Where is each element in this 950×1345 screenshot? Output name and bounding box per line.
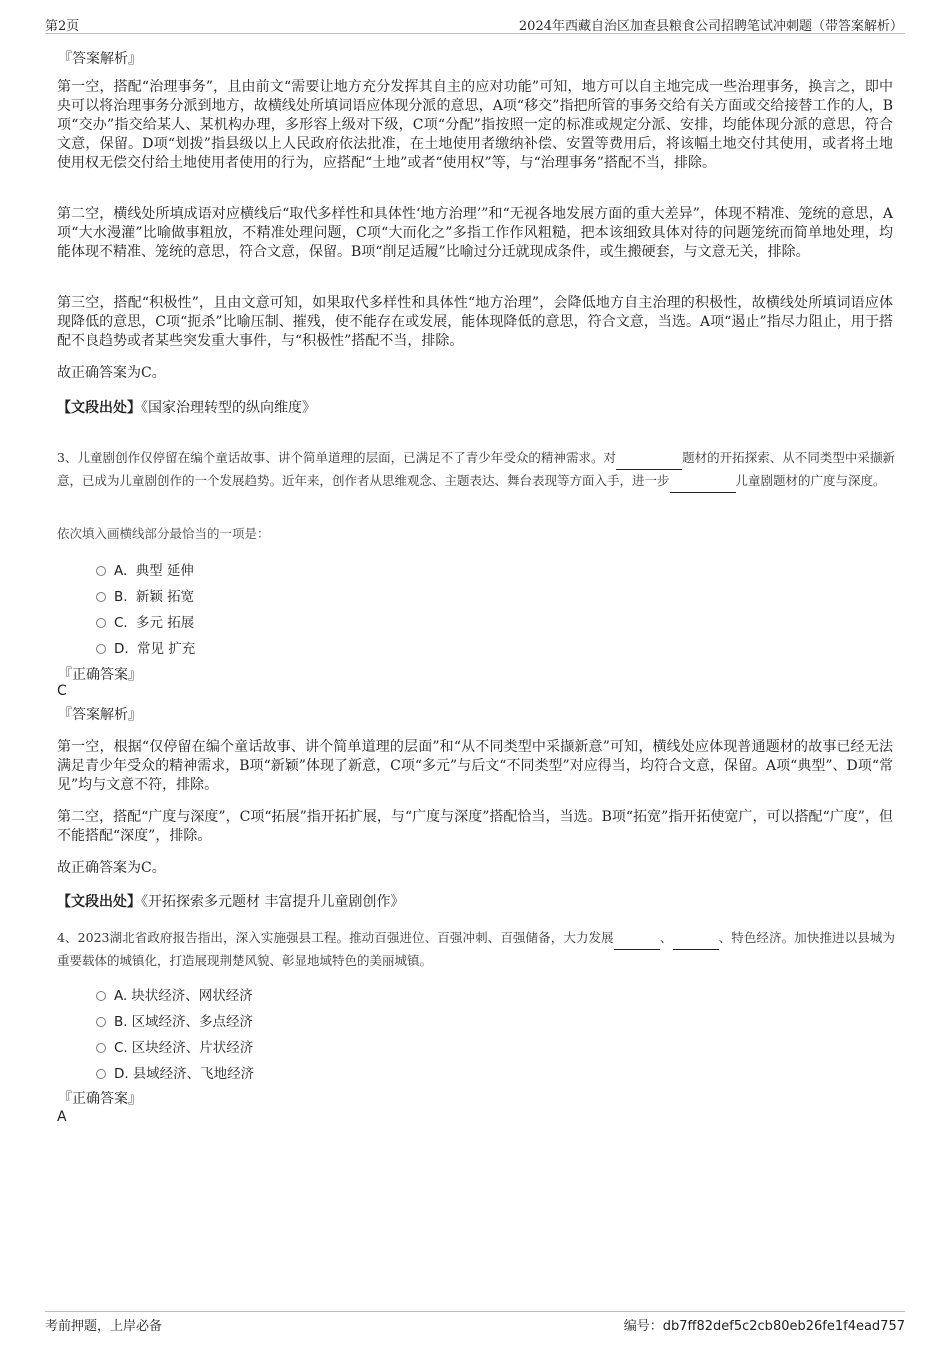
q3-text-part-3: 儿童剧题材的广度与深度。 xyxy=(735,473,886,488)
q4-option-c[interactable]: C. 区块经济、片状经济 xyxy=(96,1036,253,1056)
q2-analysis-label: 『答案解析』 xyxy=(58,51,142,67)
q2-analysis-paragraph-2: 第二空，横线处所填成语对应横线后“取代多样性和具体性‘地方治理’”和“无视各地发展方面的重大差异”，体现不精准、笼统的意思，A项“大水漫灌”比喻做事粗放，不精准处理问题，C项“大而化之”多指工作作风粗糙，把本该细致具体对待的问题笼统而简单地处理，均能体现不精准、笼统的意思，符合文意，保留。B项“削足适履”比喻过分迁就现成条件，或生搬硬套，与文意无关，排除。 xyxy=(57,206,893,260)
q3-question-text xyxy=(57,447,895,493)
q3-text-part-1: 3、儿童剧创作仅停留在编个童话故事、讲个简单道理的层面，已满足不了青少年受众的精神需求。对 xyxy=(57,450,617,465)
radio-icon[interactable] xyxy=(96,991,106,1001)
q3-blank-1 xyxy=(616,447,682,470)
q3-answer-value: C xyxy=(57,683,67,699)
radio-icon[interactable] xyxy=(96,592,106,602)
q3-source-label: 【文段出处】 xyxy=(57,894,141,910)
q4-answer-value: A xyxy=(57,1109,67,1125)
q4-option-a[interactable]: A. 块状经济、网状经济 xyxy=(96,984,253,1004)
document-title: 2024年西藏自治区加查县粮食公司招聘笔试冲刺题（带答案解析） xyxy=(518,19,903,34)
q3-conclusion: 故正确答案为C。 xyxy=(57,860,166,876)
radio-icon[interactable] xyxy=(96,618,106,628)
q3-option-a[interactable]: A. 典型 延伸 xyxy=(96,559,194,579)
q4-question-text xyxy=(57,927,895,972)
q4-option-d[interactable]: D. 县域经济、飞地经济 xyxy=(96,1062,254,1082)
q2-source xyxy=(57,399,893,418)
q3-option-d[interactable]: D. 常见 扩充 xyxy=(96,637,195,657)
q4-text-part-1: 4、2023湖北省政府报告指出，深入实施强县工程。推动百强进位、百强冲刺、百强储备，大力发展 xyxy=(57,930,614,945)
radio-icon[interactable] xyxy=(96,1017,106,1027)
q3-analysis-paragraph-2: 第二空，搭配“广度与深度”，C项“拓展”指开拓扩展，与“广度与深度”搭配恰当，当选。B项“拓宽”指开拓使宽广，可以搭配“广度”，但不能搭配“深度”，排除。 xyxy=(57,809,893,844)
q2-analysis-paragraph-1: 第一空，搭配“治理事务”，且由前文“需要让地方充分发挥其自主的应对功能”可知，地方可以自主地完成一些治理事务，换言之，即中央可以将治理事务分派到地方，故横线处所填词语应体现分派的意思，A项“移交”指把所管的事务交给有关方面或交给接替工作的人，B项“交办”指交给某人、某机构办理，多形容上级对下级，C项“分配”指按照一定的标准或规定分派、安排，均能体现分派的意思，符合文意，保留。D项“划拨”指县级以上人民政府依法批准，在土地使用者缴纳补偿、安置等费用后，将该幅土地交付其使用，或者将土地使用权无偿交付给土地使用者使用的行为，应搭配“土地”或者“使用权”等，与“治理事务”搭配不当，排除。 xyxy=(57,79,893,171)
radio-icon[interactable] xyxy=(96,1043,106,1053)
q3-option-c[interactable]: C. 多元 拓展 xyxy=(96,611,194,631)
radio-icon[interactable] xyxy=(96,644,106,654)
q3-source-title: 《开拓探索多元题材 丰富提升儿童剧创作》 xyxy=(141,894,405,910)
header-divider xyxy=(45,33,905,34)
q4-separator: 、 xyxy=(659,930,673,945)
page-number: 第2页 xyxy=(45,19,80,34)
q4-blank-2 xyxy=(673,927,719,950)
q4-text-part-2: 、特色经济。加快推进以县城为重要载体的城镇化，打造展现荆楚风貌、彰显地域特色的美丽城镇。 xyxy=(57,930,895,968)
q4-blank-1 xyxy=(614,927,660,950)
footer-slogan: 考前押题，上岸必备 xyxy=(45,1319,163,1334)
radio-icon[interactable] xyxy=(96,566,106,576)
q3-answer-label: 『正确答案』 xyxy=(58,667,142,683)
q4-option-b[interactable]: B. 区域经济、多点经济 xyxy=(96,1010,253,1030)
radio-icon[interactable] xyxy=(96,1069,106,1079)
footer-code-value: db7ff82def5c2cb80eb26fe1f4ead757 xyxy=(662,1319,905,1334)
q3-source xyxy=(57,893,893,912)
footer-code xyxy=(624,1315,905,1334)
footer-code-label: 编号： xyxy=(623,1319,663,1334)
q4-answer-label: 『正确答案』 xyxy=(58,1091,142,1107)
footer-divider xyxy=(45,1311,905,1312)
q2-conclusion: 故正确答案为C。 xyxy=(57,365,166,381)
q3-blank-2 xyxy=(670,470,736,493)
q2-source-label: 【文段出处】 xyxy=(57,400,141,416)
q2-analysis-paragraph-3: 第三空，搭配“积极性”，且由文意可知，如果取代多样性和具体性“地方治理”，会降低地方自主治理的积极性，故横线处所填词语应体现降低的意思，C项“扼杀”比喻压制、摧残，使不能存在或发展，能体现降低的意思，符合文意，当选。A项“遏止”指尽力阻止，用于搭配不良趋势或者某些突发重大事件，与“积极性”搭配不当，排除。 xyxy=(57,295,893,349)
q3-text-part-2: 题材的开拓探索、从不同类型中采撷新意，已成为儿童剧创作的一个发展趋势。近年来，创作者从思维观念、主题表达、舞台表现等方面入手，进一步 xyxy=(57,450,895,488)
q3-analysis-paragraph-1: 第一空，根据“仅停留在编个童话故事、讲个简单道理的层面”和“从不同类型中采撷新意”可知，横线处应体现普通题材的故事已经无法满足青少年受众的精神需求，B项“新颖”体现了新意，C项“多元”与后文“不同类型”对应得当，均符合文意，保留。A项“典型”、D项“常见”均与文意不符，排除。 xyxy=(57,739,893,793)
q2-source-title: 《国家治理转型的纵向维度》 xyxy=(141,400,316,416)
q3-analysis-label: 『答案解析』 xyxy=(58,707,142,723)
q3-instruction: 依次填入画横线部分最恰当的一项是： xyxy=(57,526,270,541)
q3-option-b[interactable]: B. 新颖 拓宽 xyxy=(96,585,194,605)
